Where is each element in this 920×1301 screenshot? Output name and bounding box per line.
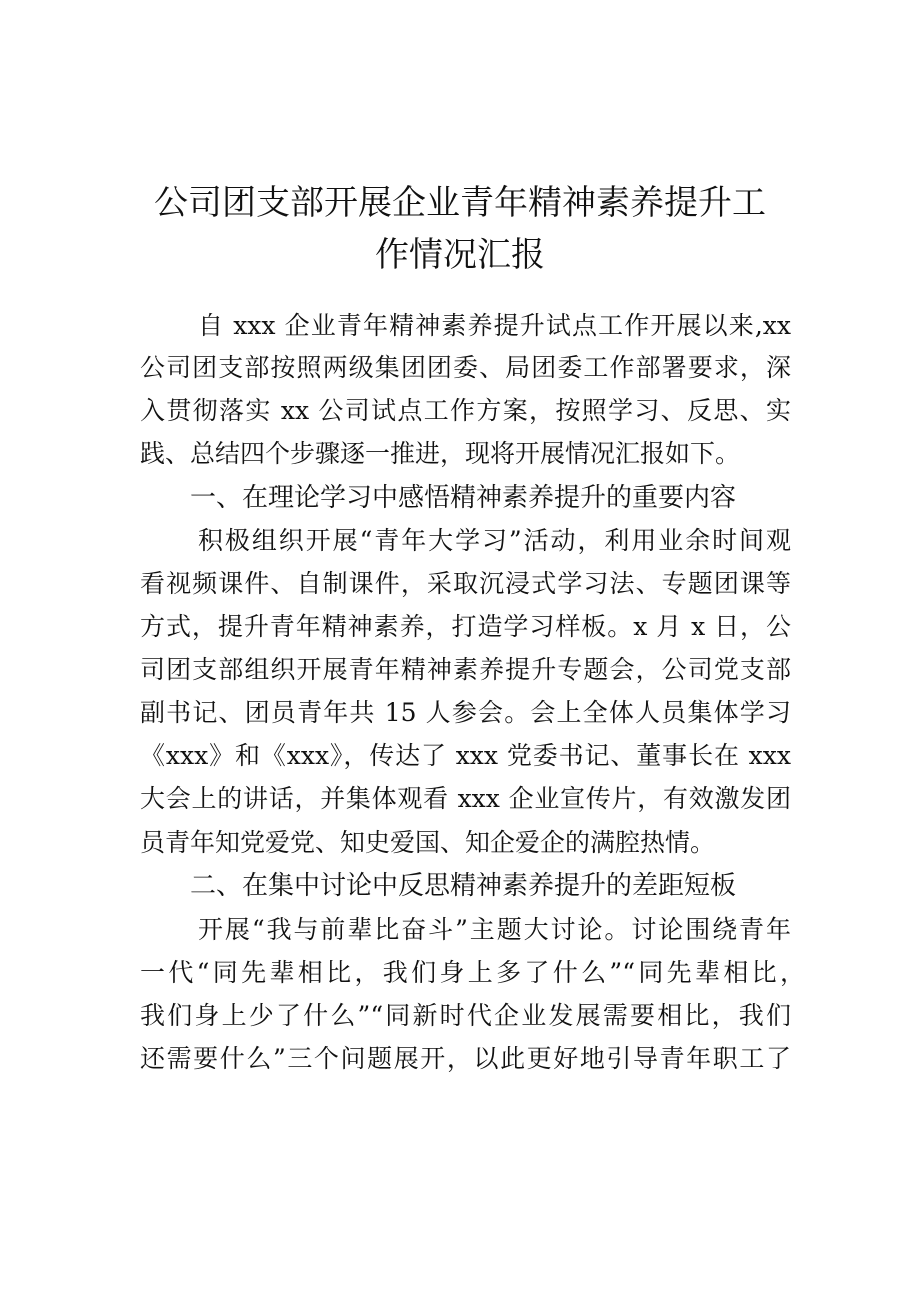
intro-line-3: 入贯彻落实 xx 公司试点工作方案，按照学习、反思、实 — [140, 396, 791, 425]
section-2-line-1: 开展“我与前辈比奋斗”主题大讨论。讨论围绕青年 — [198, 915, 791, 944]
intro-line-4: 践、总结四个步骤逐一推进，现将开展情况汇报如下。 — [140, 439, 741, 468]
section-1-line-6: 《xxx》和《xxx》，传达了 xxx 党委书记、董事长在 xxx — [140, 741, 791, 770]
section-2-heading: 二、在集中讨论中反思精神素养提升的差距短板 — [190, 871, 737, 901]
intro-line-1: 自 xxx 企业青年精神素养提升试点工作开展以来,xx — [198, 311, 791, 340]
document-title-line-2: 作情况汇报 — [375, 235, 545, 275]
intro-line-2: 公司团支部按照两级集团团委、局团委工作部署要求，深 — [140, 353, 791, 382]
section-2-line-2: 一代“同先辈相比，我们身上多了什么”“同先辈相比， — [140, 958, 805, 987]
document-title-line-1: 公司团支部开展企业青年精神素养提升工 — [154, 183, 766, 223]
section-1-line-8: 员青年知党爱党、知史爱国、知企爱企的满腔热情。 — [140, 828, 716, 857]
section-1-heading: 一、在理论学习中感悟精神素养提升的重要内容 — [190, 483, 737, 513]
section-1-line-5: 副书记、团员青年共 15 人参会。会上全体人员集体学习 — [140, 698, 791, 727]
section-2-line-3: 我们身上少了什么”“同新时代企业发展需要相比，我们 — [140, 1001, 791, 1030]
section-1-line-4: 司团支部组织开展青年精神素养提升专题会，公司党支部 — [140, 655, 791, 684]
section-2-line-4: 还需要什么”三个问题展开，以此更好地引导青年职工了 — [140, 1044, 791, 1073]
section-1-line-3: 方式，提升青年精神素养，打造学习样板。x 月 x 日，公 — [140, 612, 791, 641]
section-1-line-7: 大会上的讲话，并集体观看 xxx 企业宣传片，有效激发团 — [140, 784, 791, 813]
section-1-line-2: 看视频课件、自制课件，采取沉浸式学习法、专题团课等 — [140, 569, 791, 598]
section-1-line-1: 积极组织开展“青年大学习”活动，利用业余时间观 — [198, 526, 791, 555]
